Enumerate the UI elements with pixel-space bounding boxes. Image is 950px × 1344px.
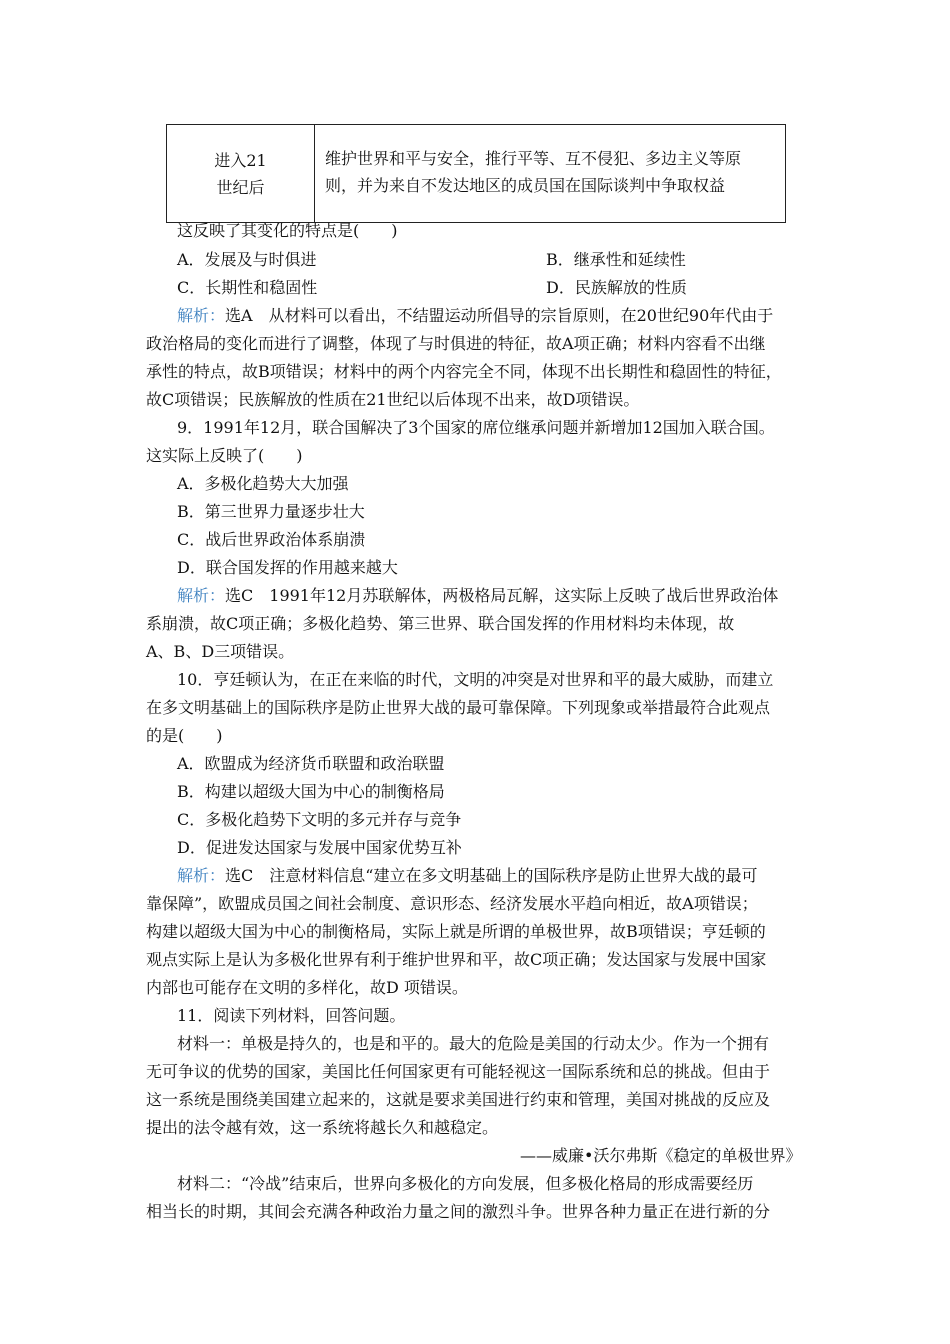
era-cell [167, 125, 315, 223]
era-line: 世纪后 [216, 178, 265, 197]
q11-material2-line: 相当长的时期，其间会充满各种政治力量之间的激烈斗争。世界各种力量正在进行新的分 [146, 1202, 771, 1221]
analysis-text: 选C 1991年12月苏联解体，两极格局瓦解，这实际上反映了战后世界政治体 [225, 586, 779, 605]
q10-analysis-line: 内部也可能存在文明的多样化，故D 项错误。 [146, 978, 468, 997]
q9-option-a: A．多极化趋势大大加强 [177, 474, 349, 493]
q8-analysis-first [177, 306, 842, 326]
q10-stem: 10．亨廷顿认为，在正在来临的时代，文明的冲突是对世界和平的最大威胁，而建立 [177, 670, 774, 689]
q10-option-b: B．构建以超级大国为中心的制衡格局 [177, 782, 445, 801]
analysis-label: 解析： [177, 586, 226, 605]
q8-option-b: B．继承性和延续性 [546, 250, 686, 269]
q10-option-d: D．促进发达国家与发展中国家优势互补 [177, 838, 462, 857]
q9-analysis-first [177, 586, 842, 606]
q10-option-a: A．欧盟成为经济货币联盟和政治联盟 [177, 754, 445, 773]
q10-stem-cont: 在多文明基础上的国际秩序是防止世界大战的最可靠保障。下列现象或举措最符合此观点 [146, 698, 771, 717]
q11-material1-line: 这一系统是围绕美国建立起来的，这就是要求美国进行约束和管理，美国对挑战的反应及 [146, 1090, 771, 1109]
era-line: 进入21 [214, 151, 267, 170]
q9-option-d: D．联合国发挥的作用越来越大 [177, 558, 398, 577]
q8-option-d: D．民族解放的性质 [546, 278, 687, 297]
q9-option-c: C．战后世界政治体系崩溃 [177, 530, 366, 549]
q10-stem-cont: 的是( ) [146, 726, 223, 745]
q9-analysis-line: A、B、D三项错误。 [146, 642, 295, 661]
q8-analysis-line: 承性的特点，故B项错误；材料中的两个内容完全不同，体现不出长期性和稳固性的特征， [146, 362, 782, 381]
q8-option-a: A．发展及与时俱进 [177, 250, 317, 269]
analysis-label: 解析： [177, 866, 226, 885]
description-cell [315, 125, 786, 223]
q8-analysis-line: 故C项错误；民族解放的性质在21世纪以后体现不出来，故D项错误。 [146, 390, 640, 409]
q9-stem-cont: 这实际上反映了( ) [146, 446, 303, 465]
q10-analysis-line: 靠保障”，欧盟成员国之间社会制度、意识形态、经济发展水平趋向相近，故A项错误； [146, 894, 758, 913]
q11-stem: 11．阅读下列材料，回答问题。 [177, 1006, 406, 1025]
description-line: 则，并为来自不发达地区的成员国在国际谈判中争取权益 [325, 176, 726, 195]
q11-source: ——威廉•沃尔弗斯《稳定的单极世界》 [520, 1146, 802, 1165]
q10-analysis-line: 构建以超级大国为中心的制衡格局，实际上就是所谓的单极世界，故B项错误；亨廷顿的 [146, 922, 766, 941]
description-line: 维护世界和平与安全，推行平等、互不侵犯、多边主义等原 [325, 149, 742, 168]
q10-analysis-line: 观点实际上是认为多极化世界有利于维护世界和平，故C项正确；发达国家与发展中国家 [146, 950, 767, 969]
q10-option-c: C．多极化趋势下文明的多元并存与竞争 [177, 810, 462, 829]
comparison-table [166, 124, 786, 223]
q9-stem: 9．1991年12月，联合国解决了3个国家的席位继承问题并新增加12国加入联合国。 [177, 418, 775, 437]
q8-option-c: C．长期性和稳固性 [177, 278, 318, 297]
analysis-text: 选C 注意材料信息“建立在多文明基础上的国际秩序是防止世界大战的最可 [225, 866, 758, 885]
q11-material1: 材料一：单极是持久的，也是和平的。最大的危险是美国的行动太少。作为一个拥有 [177, 1034, 770, 1053]
q11-material2: 材料二：“冷战”结束后，世界向多极化的方向发展，但多极化格局的形成需要经历 [177, 1174, 754, 1193]
q11-material1-line: 提出的法令越有效，这一系统将越长久和越稳定。 [146, 1118, 499, 1137]
q8-stem: 这反映了其变化的特点是( ) [177, 221, 398, 240]
q9-analysis-line: 系崩溃，故C项正确；多极化趋势、第三世界、联合国发挥的作用材料均未体现，故 [146, 614, 735, 633]
q11-material1-line: 无可争议的优势的国家，美国比任何国家更有可能轻视这一国际系统和总的挑战。但由于 [146, 1062, 771, 1081]
table-row [167, 125, 786, 223]
q10-analysis-first [177, 866, 842, 886]
q8-analysis-line: 政治格局的变化而进行了调整，体现了与时俱进的特征，故A项正确；材料内容看不出继 [146, 334, 766, 353]
analysis-label: 解析： [177, 306, 226, 325]
analysis-text: 选A 从材料可以看出，不结盟运动所倡导的宗旨原则，在20世纪90年代由于 [225, 306, 774, 325]
q9-option-b: B．第三世界力量逐步壮大 [177, 502, 365, 521]
